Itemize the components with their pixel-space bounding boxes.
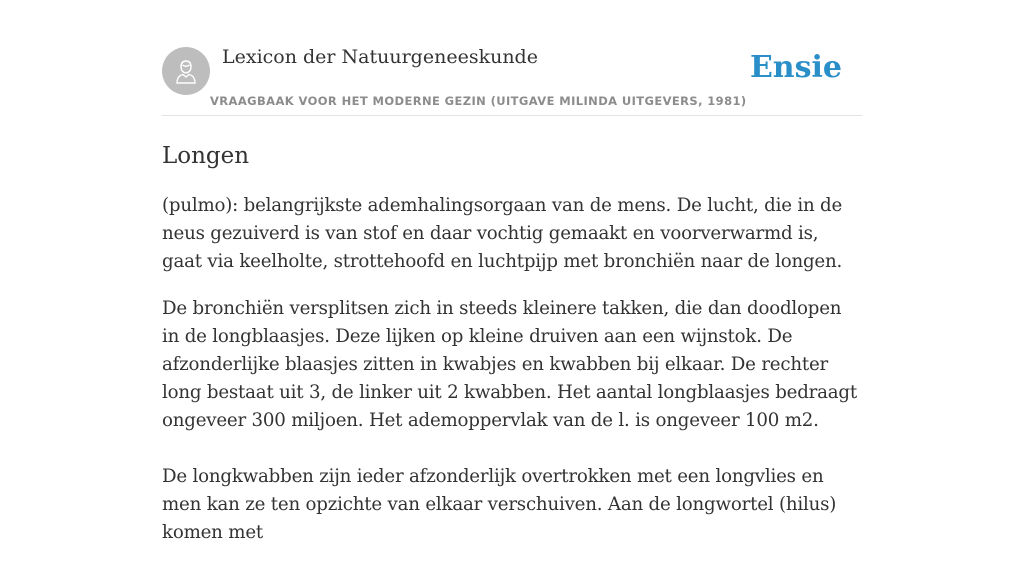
article-paragraph: De bronchiën versplitsen zich in steeds kleinere takken, die dan doodlopen in de longblaasjes. Deze lijken op kleine druiven aan een wijnstok. De afzonderlijke blaasjes zitten in kwabjes en kwabben bij elkaar. De rechter long bestaat uit 3, de linker uit 2 kwabben. Het aantal longblaasjes bedraagt ongeveer 300 miljoen. Het ademoppervlak van de l. is ongeveer 100 m2. xyxy=(162,298,857,431)
article-paragraph: De longkwabben zijn ieder afzonderlijk overtrokken met een longvlies en men kan ze ten opzichte van elkaar verschuiven. Aan de longwortel (hilus) komen met xyxy=(162,466,837,543)
source-header xyxy=(162,0,862,116)
content-column xyxy=(162,0,862,566)
article-body xyxy=(162,192,862,547)
source-subtitle: VRAAGBAAK VOOR HET MODERNE GEZIN (UITGAVE MILINDA UITGEVERS, 1981) xyxy=(210,94,747,108)
article-title: Longen xyxy=(162,143,250,169)
ensie-logo[interactable]: Ensie xyxy=(749,50,842,85)
article-paragraph: (pulmo): belangrijkste ademhalingsorgaan van de mens. De lucht, die in de neus gezuiverd is van stof en daar vochtig gemaakt en voorverwarmd is, gaat via keelholte, strottehoofd en luchtpijp met bronchiën naar de longen. xyxy=(162,195,843,272)
user-icon[interactable] xyxy=(162,47,210,95)
source-title[interactable]: Lexicon der Natuurgeneeskunde xyxy=(222,46,538,68)
